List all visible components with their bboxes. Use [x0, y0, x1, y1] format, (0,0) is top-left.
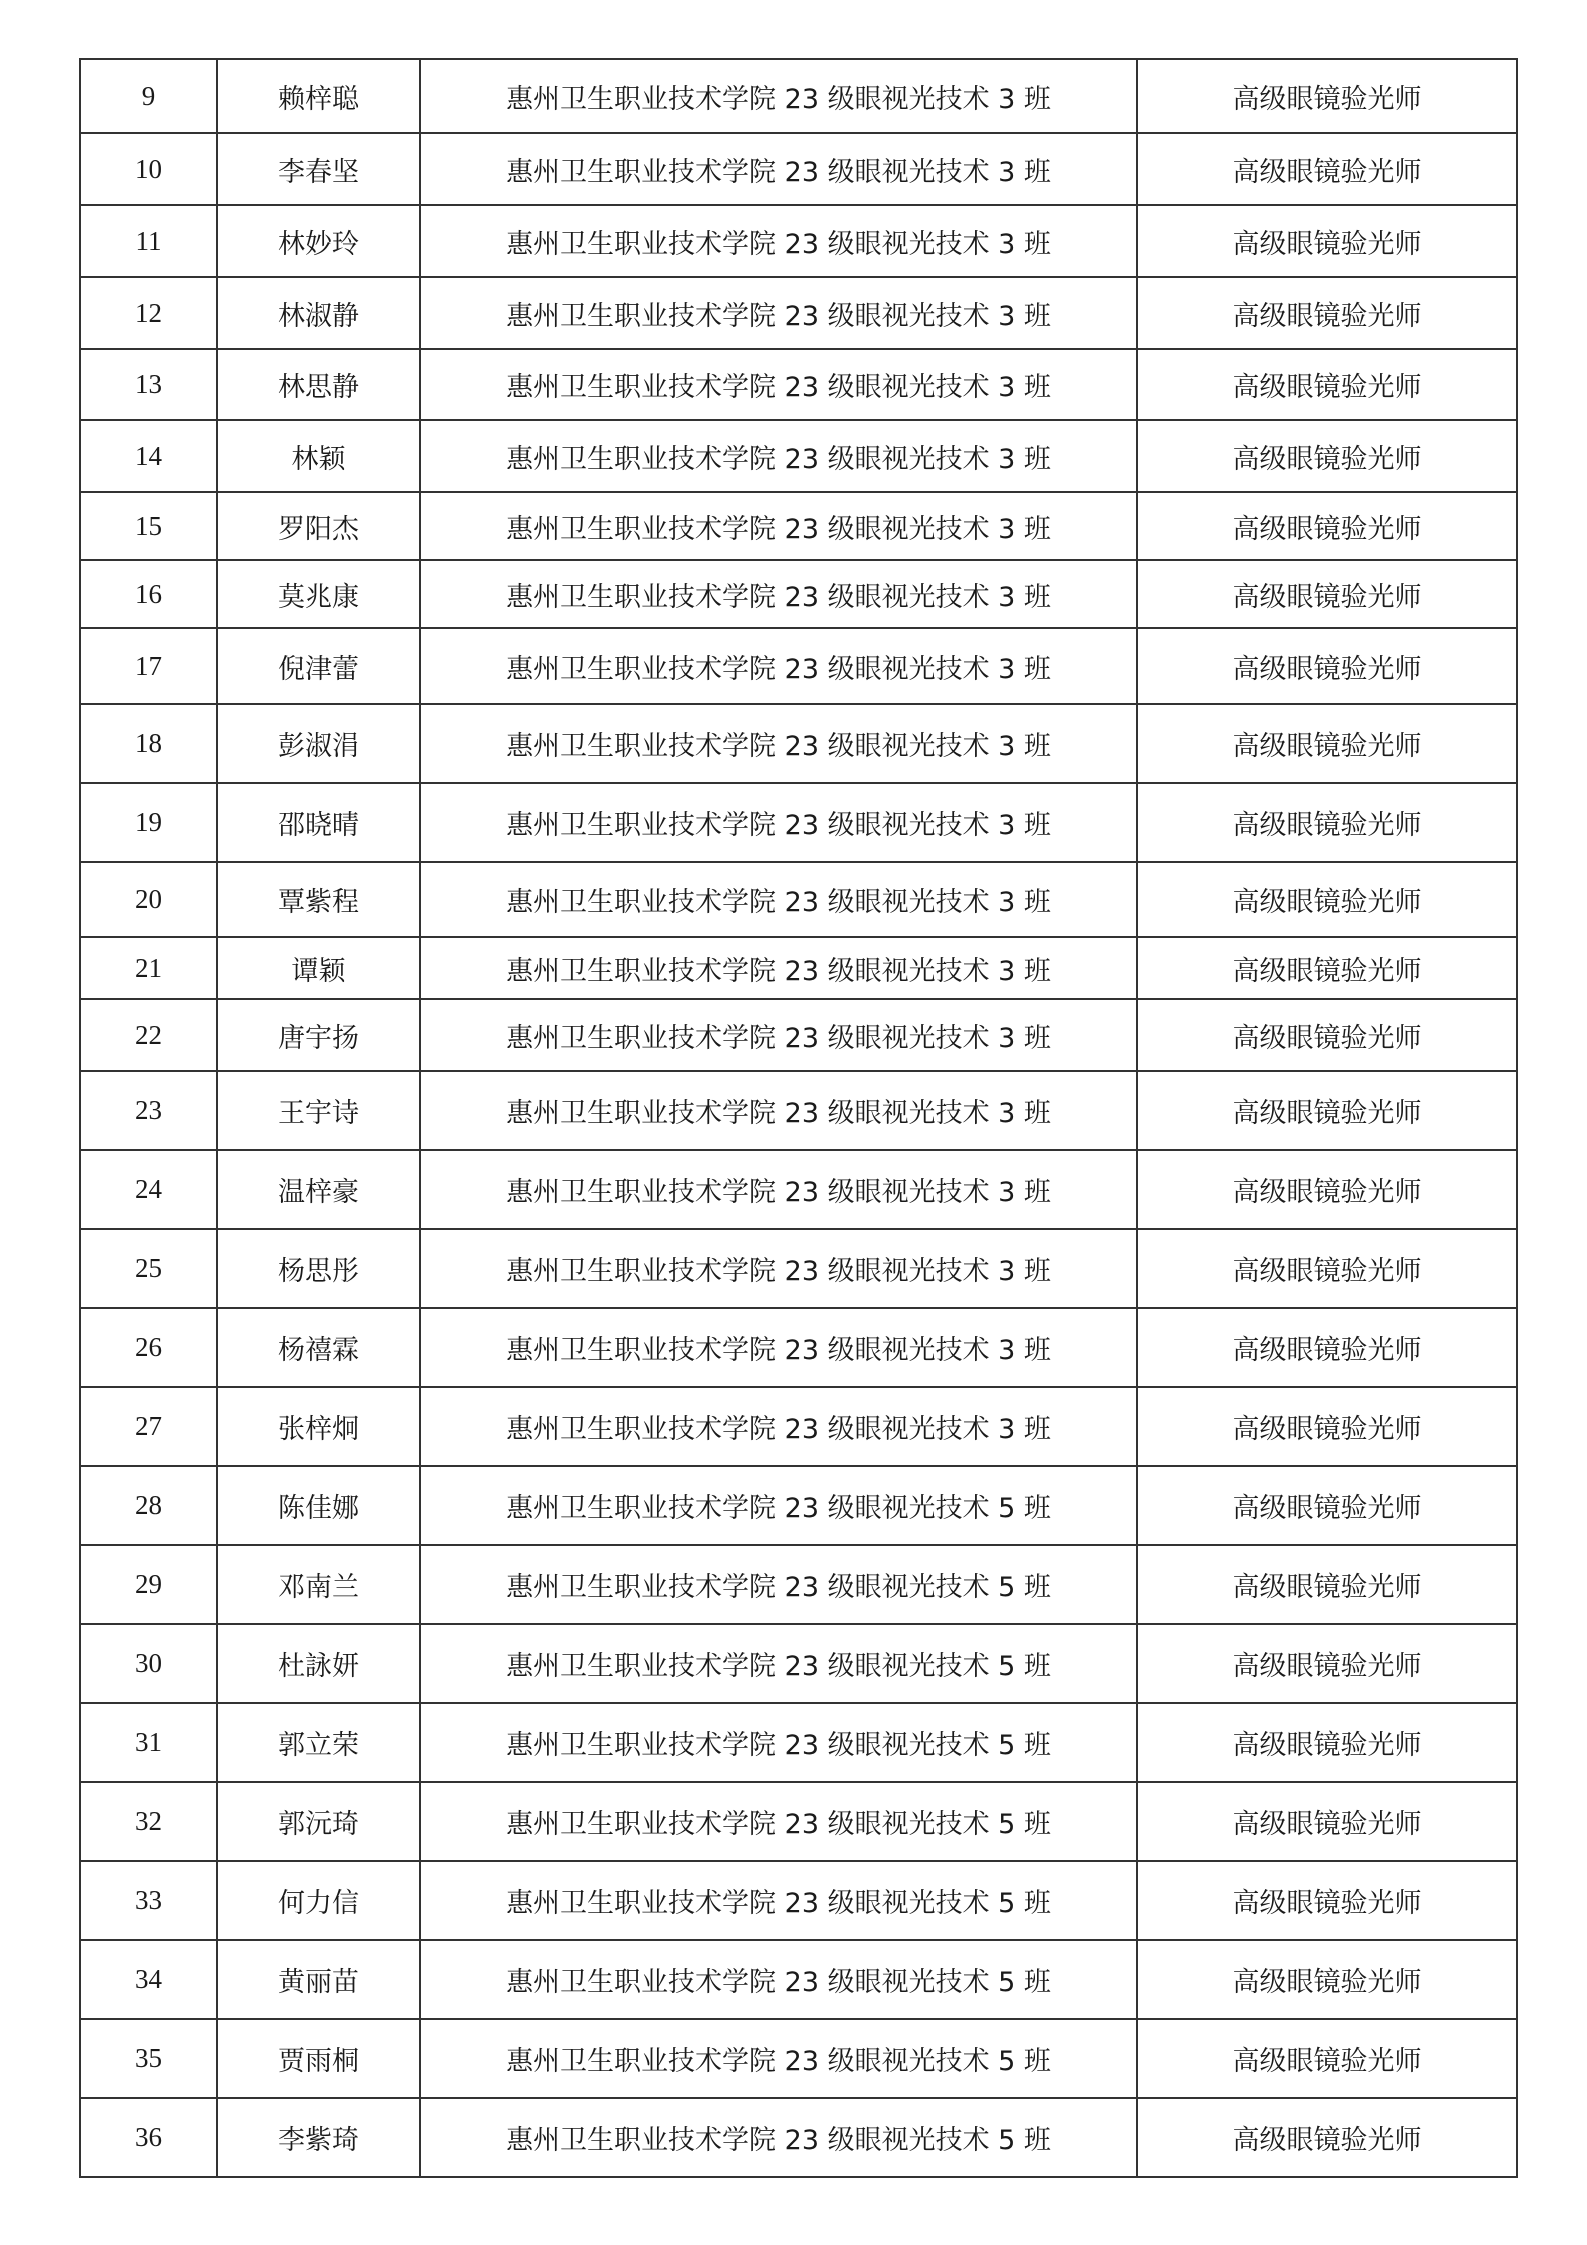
row-number-cell: 29	[80, 1545, 217, 1624]
certificate-title-cell: 高级眼镜验光师	[1137, 1782, 1517, 1861]
student-name-cell: 彭淑涓	[217, 704, 420, 783]
class-cell: 惠州卫生职业技术学院 23 级眼视光技术 3 班	[420, 1387, 1137, 1466]
class-cell: 惠州卫生职业技术学院 23 级眼视光技术 3 班	[420, 1229, 1137, 1308]
row-number-cell: 13	[80, 349, 217, 420]
certificate-title-cell: 高级眼镜验光师	[1137, 862, 1517, 937]
table-row	[80, 937, 1517, 999]
class-cell: 惠州卫生职业技术学院 23 级眼视光技术 5 班	[420, 1703, 1137, 1782]
certificate-title-cell: 高级眼镜验光师	[1137, 1940, 1517, 2019]
table-row	[80, 862, 1517, 937]
table-row	[80, 1545, 1517, 1624]
student-name-cell: 罗阳杰	[217, 492, 420, 560]
class-cell: 惠州卫生职业技术学院 23 级眼视光技术 3 班	[420, 937, 1137, 999]
table-row	[80, 59, 1517, 133]
class-cell: 惠州卫生职业技术学院 23 级眼视光技术 5 班	[420, 1861, 1137, 1940]
table-row	[80, 1940, 1517, 2019]
table-row	[80, 704, 1517, 783]
certificate-title-cell: 高级眼镜验光师	[1137, 492, 1517, 560]
student-name-cell: 倪津蕾	[217, 628, 420, 704]
student-name-cell: 王宇诗	[217, 1071, 420, 1150]
class-cell: 惠州卫生职业技术学院 23 级眼视光技术 3 班	[420, 349, 1137, 420]
student-name-cell: 唐宇扬	[217, 999, 420, 1071]
row-number-cell: 24	[80, 1150, 217, 1229]
certificate-title-cell: 高级眼镜验光师	[1137, 133, 1517, 205]
table-row	[80, 1071, 1517, 1150]
student-name-cell: 郭沅琦	[217, 1782, 420, 1861]
table-row	[80, 349, 1517, 420]
certificate-title-cell: 高级眼镜验光师	[1137, 1861, 1517, 1940]
student-name-cell: 李春坚	[217, 133, 420, 205]
table-row	[80, 1229, 1517, 1308]
row-number-cell: 9	[80, 59, 217, 133]
class-cell: 惠州卫生职业技术学院 23 级眼视光技术 3 班	[420, 492, 1137, 560]
certificate-title-cell: 高级眼镜验光师	[1137, 205, 1517, 277]
row-number-cell: 33	[80, 1861, 217, 1940]
student-name-cell: 杜詠妍	[217, 1624, 420, 1703]
certificate-title-cell: 高级眼镜验光师	[1137, 1308, 1517, 1387]
row-number-cell: 16	[80, 560, 217, 628]
certificate-title-cell: 高级眼镜验光师	[1137, 1150, 1517, 1229]
roster-table	[79, 58, 1518, 2178]
row-number-cell: 10	[80, 133, 217, 205]
student-name-cell: 林淑静	[217, 277, 420, 349]
table-row	[80, 560, 1517, 628]
row-number-cell: 12	[80, 277, 217, 349]
student-name-cell: 林思静	[217, 349, 420, 420]
student-name-cell: 谭颖	[217, 937, 420, 999]
class-cell: 惠州卫生职业技术学院 23 级眼视光技术 3 班	[420, 59, 1137, 133]
student-name-cell: 覃紫程	[217, 862, 420, 937]
roster-body	[80, 59, 1517, 2177]
student-name-cell: 邓南兰	[217, 1545, 420, 1624]
table-row	[80, 133, 1517, 205]
certificate-title-cell: 高级眼镜验光师	[1137, 1229, 1517, 1308]
certificate-title-cell: 高级眼镜验光师	[1137, 783, 1517, 862]
class-cell: 惠州卫生职业技术学院 23 级眼视光技术 5 班	[420, 1940, 1137, 2019]
class-cell: 惠州卫生职业技术学院 23 级眼视光技术 3 班	[420, 560, 1137, 628]
table-row	[80, 1861, 1517, 1940]
row-number-cell: 34	[80, 1940, 217, 2019]
table-row	[80, 1387, 1517, 1466]
certificate-title-cell: 高级眼镜验光师	[1137, 704, 1517, 783]
row-number-cell: 23	[80, 1071, 217, 1150]
table-row	[80, 2019, 1517, 2098]
class-cell: 惠州卫生职业技术学院 23 级眼视光技术 3 班	[420, 277, 1137, 349]
row-number-cell: 36	[80, 2098, 217, 2177]
table-row	[80, 205, 1517, 277]
student-name-cell: 张梓炯	[217, 1387, 420, 1466]
class-cell: 惠州卫生职业技术学院 23 级眼视光技术 3 班	[420, 1071, 1137, 1150]
row-number-cell: 28	[80, 1466, 217, 1545]
table-row	[80, 1466, 1517, 1545]
table-row	[80, 628, 1517, 704]
table-row	[80, 420, 1517, 492]
student-name-cell: 郭立荣	[217, 1703, 420, 1782]
row-number-cell: 30	[80, 1624, 217, 1703]
row-number-cell: 14	[80, 420, 217, 492]
student-name-cell: 黄丽苗	[217, 1940, 420, 2019]
row-number-cell: 17	[80, 628, 217, 704]
class-cell: 惠州卫生职业技术学院 23 级眼视光技术 5 班	[420, 1466, 1137, 1545]
class-cell: 惠州卫生职业技术学院 23 级眼视光技术 5 班	[420, 1782, 1137, 1861]
student-name-cell: 何力信	[217, 1861, 420, 1940]
student-name-cell: 林颖	[217, 420, 420, 492]
student-name-cell: 李紫琦	[217, 2098, 420, 2177]
row-number-cell: 35	[80, 2019, 217, 2098]
class-cell: 惠州卫生职业技术学院 23 级眼视光技术 3 班	[420, 862, 1137, 937]
table-row	[80, 1703, 1517, 1782]
row-number-cell: 20	[80, 862, 217, 937]
student-name-cell: 贾雨桐	[217, 2019, 420, 2098]
class-cell: 惠州卫生职业技术学院 23 级眼视光技术 5 班	[420, 1545, 1137, 1624]
table-row	[80, 999, 1517, 1071]
table-row	[80, 1150, 1517, 1229]
student-name-cell: 杨思彤	[217, 1229, 420, 1308]
class-cell: 惠州卫生职业技术学院 23 级眼视光技术 3 班	[420, 1308, 1137, 1387]
student-name-cell: 邵晓晴	[217, 783, 420, 862]
row-number-cell: 26	[80, 1308, 217, 1387]
table-row	[80, 2098, 1517, 2177]
certificate-title-cell: 高级眼镜验光师	[1137, 628, 1517, 704]
student-name-cell: 杨禧霖	[217, 1308, 420, 1387]
certificate-title-cell: 高级眼镜验光师	[1137, 349, 1517, 420]
certificate-title-cell: 高级眼镜验光师	[1137, 1387, 1517, 1466]
class-cell: 惠州卫生职业技术学院 23 级眼视光技术 3 班	[420, 783, 1137, 862]
table-row	[80, 277, 1517, 349]
class-cell: 惠州卫生职业技术学院 23 级眼视光技术 3 班	[420, 628, 1137, 704]
student-name-cell: 林妙玲	[217, 205, 420, 277]
row-number-cell: 11	[80, 205, 217, 277]
student-name-cell: 温梓豪	[217, 1150, 420, 1229]
certificate-title-cell: 高级眼镜验光师	[1137, 1545, 1517, 1624]
table-row	[80, 1782, 1517, 1861]
certificate-title-cell: 高级眼镜验光师	[1137, 1624, 1517, 1703]
certificate-title-cell: 高级眼镜验光师	[1137, 1703, 1517, 1782]
class-cell: 惠州卫生职业技术学院 23 级眼视光技术 5 班	[420, 2019, 1137, 2098]
student-name-cell: 赖梓聪	[217, 59, 420, 133]
certificate-title-cell: 高级眼镜验光师	[1137, 1071, 1517, 1150]
class-cell: 惠州卫生职业技术学院 23 级眼视光技术 3 班	[420, 420, 1137, 492]
class-cell: 惠州卫生职业技术学院 23 级眼视光技术 3 班	[420, 999, 1137, 1071]
table-row	[80, 1624, 1517, 1703]
student-name-cell: 莫兆康	[217, 560, 420, 628]
row-number-cell: 31	[80, 1703, 217, 1782]
row-number-cell: 32	[80, 1782, 217, 1861]
class-cell: 惠州卫生职业技术学院 23 级眼视光技术 3 班	[420, 133, 1137, 205]
certificate-title-cell: 高级眼镜验光师	[1137, 277, 1517, 349]
row-number-cell: 27	[80, 1387, 217, 1466]
certificate-title-cell: 高级眼镜验光师	[1137, 420, 1517, 492]
certificate-title-cell: 高级眼镜验光师	[1137, 2019, 1517, 2098]
class-cell: 惠州卫生职业技术学院 23 级眼视光技术 3 班	[420, 205, 1137, 277]
table-row	[80, 783, 1517, 862]
certificate-title-cell: 高级眼镜验光师	[1137, 59, 1517, 133]
row-number-cell: 25	[80, 1229, 217, 1308]
certificate-title-cell: 高级眼镜验光师	[1137, 1466, 1517, 1545]
certificate-title-cell: 高级眼镜验光师	[1137, 999, 1517, 1071]
class-cell: 惠州卫生职业技术学院 23 级眼视光技术 3 班	[420, 704, 1137, 783]
row-number-cell: 19	[80, 783, 217, 862]
class-cell: 惠州卫生职业技术学院 23 级眼视光技术 3 班	[420, 1150, 1137, 1229]
row-number-cell: 21	[80, 937, 217, 999]
certificate-title-cell: 高级眼镜验光师	[1137, 2098, 1517, 2177]
class-cell: 惠州卫生职业技术学院 23 级眼视光技术 5 班	[420, 2098, 1137, 2177]
row-number-cell: 22	[80, 999, 217, 1071]
certificate-title-cell: 高级眼镜验光师	[1137, 937, 1517, 999]
row-number-cell: 15	[80, 492, 217, 560]
table-row	[80, 1308, 1517, 1387]
row-number-cell: 18	[80, 704, 217, 783]
certificate-title-cell: 高级眼镜验光师	[1137, 560, 1517, 628]
class-cell: 惠州卫生职业技术学院 23 级眼视光技术 5 班	[420, 1624, 1137, 1703]
student-name-cell: 陈佳娜	[217, 1466, 420, 1545]
table-row	[80, 492, 1517, 560]
